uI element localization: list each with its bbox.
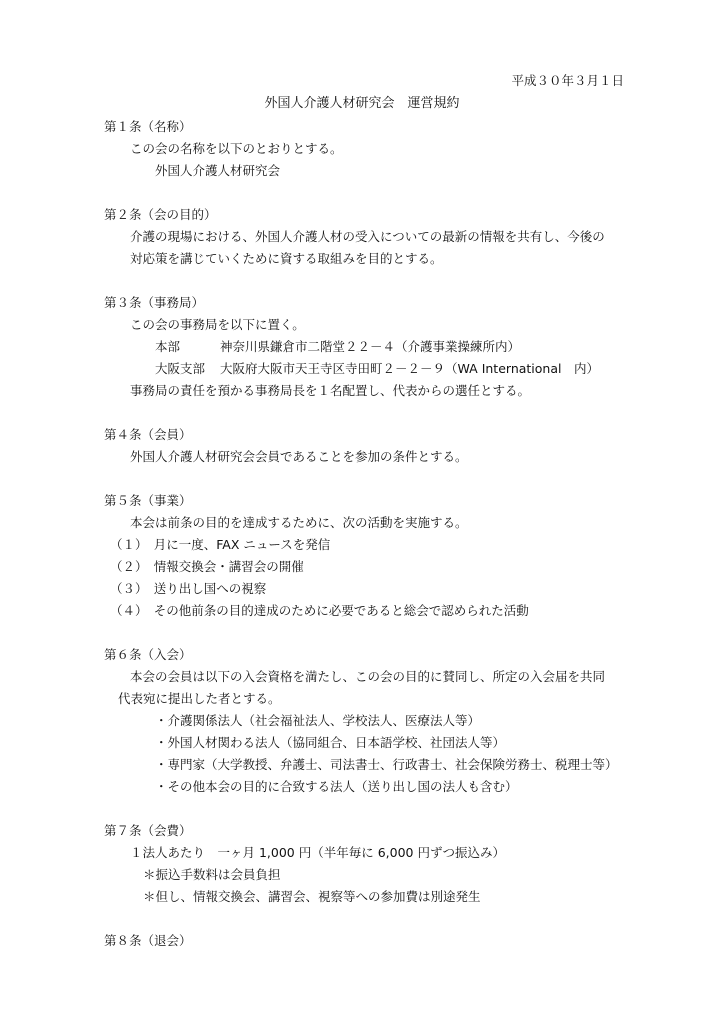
article-5-item: （１） 月に一度、FAX ニュースを発信 [110,537,331,552]
article-6-item: ・専門家（大学教授、弁護士、司法書士、行政書士、社会保険労務士、税理士等） [155,757,618,772]
article-5-item: （２） 情報交換会・講習会の開催 [110,559,304,574]
article-7-note-1: ＊振込手数料は会員負担 [143,867,281,882]
osaka-label: 大阪支部 [155,361,206,376]
article-6-heading: 第６条（入会） [104,647,192,662]
article-5-text: 本会は前条の目的を達成するために、次の活動を実施する。 [130,515,468,530]
article-6-text-2: 代表宛に提出した者とする。 [118,691,281,706]
article-4-heading: 第４条（会員） [104,427,192,442]
article-7-note-2: ＊但し、情報交換会、講習会、視察等への参加費は別途発生 [143,889,481,904]
document-date: 平成３０年３月１日 [511,73,624,88]
article-3-text-2: 事務局の責任を預かる事務局長を１名配置し、代表からの選任とする。 [130,383,531,398]
article-3-text-1: この会の事務局を以下に置く。 [130,317,305,332]
article-6-item: ・その他本会の目的に合致する法人（送り出し国の法人も含む） [155,779,518,794]
osaka-address: 大阪府大阪市天王寺区寺田町２－２－９（WA International 内） [220,361,599,376]
article-5-item: （４） その他前条の目的達成のために必要であると総会で認められた活動 [110,603,529,618]
article-1-heading: 第１条（名称） [104,119,192,134]
article-5-heading: 第５条（事業） [104,493,192,508]
hq-label: 本部 [155,339,181,354]
article-8-heading: 第８条（退会） [104,933,192,948]
article-7-heading: 第７条（会費） [104,823,192,838]
article-7-fee: １法人あたり 一ヶ月 1,000 円（半年毎に 6,000 円ずつ振込み） [130,845,505,860]
hq-address: 神奈川県鎌倉市二階堂２２－４（介護事業操練所内） [220,339,521,354]
article-6-text-1: 本会の会員は以下の入会資格を満たし、この会の目的に賛同し、所定の入会届を共同 [130,669,606,684]
article-6-item: ・外国人材関わる法人（協同組合、日本語学校、社団法人等） [155,735,506,750]
article-2-heading: 第２条（会の目的） [104,207,217,222]
article-1-text: この会の名称を以下のとおりとする。 [130,141,343,156]
document-title: 外国人介護人材研究会 運営規約 [264,96,460,111]
article-2-text-1: 介護の現場における、外国人介護人材の受入についての最新の情報を共有し、今後の [130,229,605,244]
article-1-name: 外国人介護人材研究会 [155,163,281,178]
article-5-item: （３） 送り出し国への視察 [110,581,267,596]
article-6-item: ・介護関係法人（社会福祉法人、学校法人、医療法人等） [155,713,481,728]
article-3-heading: 第３条（事務局） [104,295,205,310]
article-4-text: 外国人介護人材研究会会員であることを参加の条件とする。 [130,449,468,464]
article-2-text-2: 対応策を講じていくために資する取組みを目的とする。 [130,251,443,266]
